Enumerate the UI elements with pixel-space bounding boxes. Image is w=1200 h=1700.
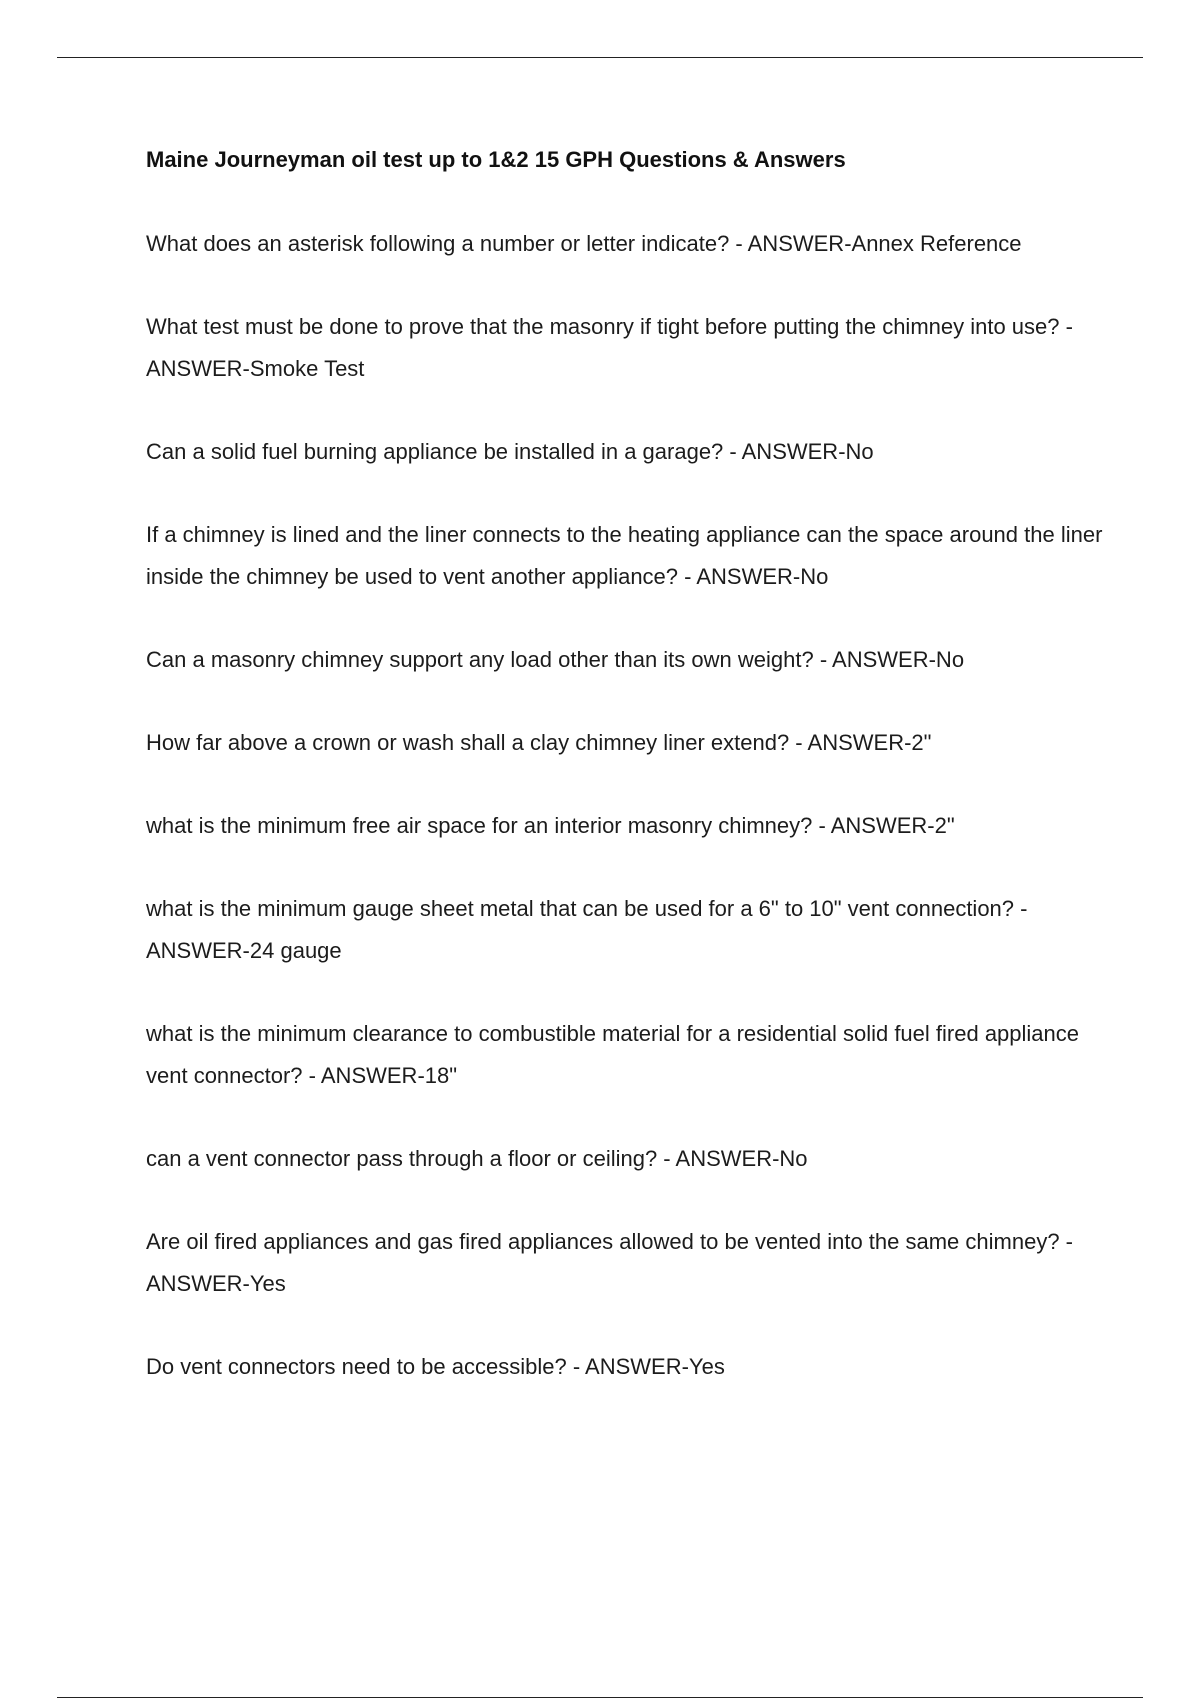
qa-item: What test must be done to prove that the masonry if tight before putting the chimney into use? - ANSWER-Smoke Test	[146, 314, 1073, 381]
qa-item: How far above a crown or wash shall a clay chimney liner extend? - ANSWER-2"	[146, 730, 932, 755]
document-title: Maine Journeyman oil test up to 1&2 15 GPH Questions & Answers	[146, 147, 846, 172]
qa-item: What does an asterisk following a number or letter indicate? - ANSWER-Annex Reference	[146, 231, 1022, 256]
qa-item: what is the minimum clearance to combustible material for a residential solid fuel fired appliance vent connector? - ANSWER-18"	[146, 1021, 1080, 1088]
qa-item: Can a masonry chimney support any load other than its own weight? - ANSWER-No	[146, 647, 965, 672]
qa-item: Do vent connectors need to be accessible? - ANSWER-Yes	[146, 1354, 725, 1379]
qa-item: If a chimney is lined and the liner connects to the heating appliance can the space around the liner inside the chimney be used to vent another appliance? - ANSWER-No	[146, 522, 1103, 589]
qa-item: what is the minimum gauge sheet metal that can be used for a 6" to 10" vent connection? - ANSWER-24 gauge	[146, 896, 1028, 963]
qa-item: can a vent connector pass through a floor or ceiling? - ANSWER-No	[146, 1146, 808, 1171]
footer-rule	[57, 1697, 1143, 1698]
qa-item: Are oil fired appliances and gas fired appliances allowed to be vented into the same chimney? - ANSWER-Yes	[146, 1229, 1073, 1296]
qa-list	[146, 223, 1106, 1388]
qa-item: Can a solid fuel burning appliance be installed in a garage? - ANSWER-No	[146, 439, 874, 464]
header-rule	[57, 57, 1143, 58]
document-body	[146, 140, 1106, 1429]
qa-item: what is the minimum free air space for an interior masonry chimney? - ANSWER-2"	[146, 813, 955, 838]
